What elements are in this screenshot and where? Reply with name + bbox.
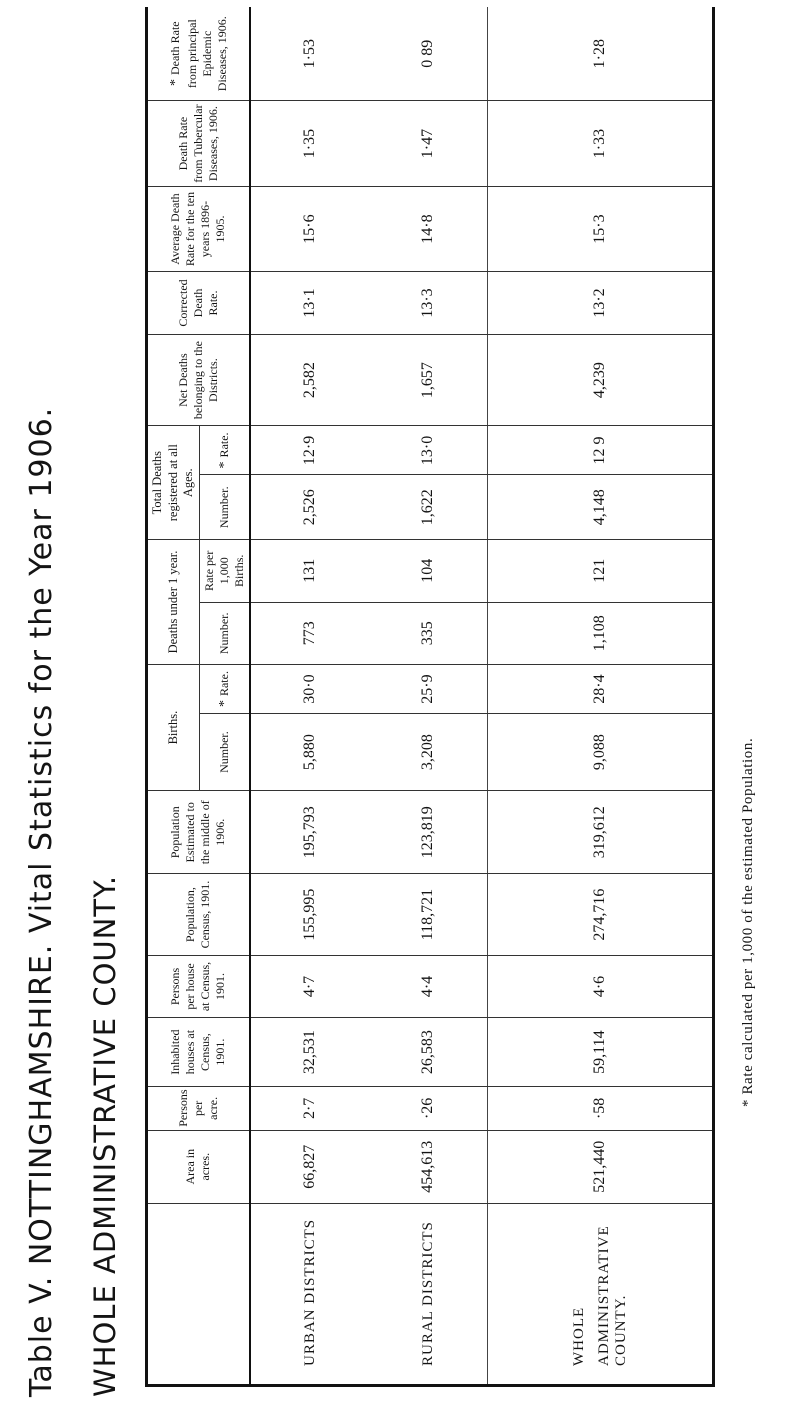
cell-corrected-death-rate: 13·1 xyxy=(250,272,369,335)
cell-total-deaths-number: 4,148 xyxy=(488,475,714,540)
cell-corrected-death-rate: 13·2 xyxy=(488,272,714,335)
table-row-rural xyxy=(369,7,488,1386)
header-deaths-under-group: Deaths under 1 year. xyxy=(147,540,200,665)
header-area-acres: Area in acres. xyxy=(147,1130,250,1203)
header-population-1901: Population, Census, 1901. xyxy=(147,874,250,955)
cell-persons-per-acre: ·26 xyxy=(369,1087,488,1131)
header-births-group: Births. xyxy=(147,665,200,791)
cell-deaths-under-number: 1,108 xyxy=(488,602,714,665)
header-total-deaths-rate xyxy=(199,426,250,475)
cell-total-deaths-rate: 13·0 xyxy=(369,426,488,475)
cell-total-deaths-rate: 12 9 xyxy=(488,426,714,475)
header-births-rate xyxy=(199,665,250,714)
cell-population-1906: 195,793 xyxy=(250,791,369,874)
footnote-star-mark: * xyxy=(168,79,184,87)
row-label-line: URBAN DISTRICTS xyxy=(301,1218,318,1366)
header-persons-per-acre: Persons per acre. xyxy=(147,1087,250,1131)
header-average-death-rate: Average Death Rate for the ten years 1896-1905. xyxy=(147,186,250,271)
cell-net-deaths: 1,657 xyxy=(369,334,488,426)
cell-total-deaths-number: 1,622 xyxy=(369,475,488,540)
cell-population-1901: 118,721 xyxy=(369,874,488,955)
cell-births-rate: 30·0 xyxy=(250,665,369,714)
row-label-line: RURAL DISTRICTS xyxy=(419,1221,436,1366)
cell-persons-per-house: 4·6 xyxy=(488,955,714,1018)
cell-inhabited-houses: 32,531 xyxy=(250,1018,369,1087)
cell-population-1906: 123,819 xyxy=(369,791,488,874)
header-deaths-under-rate: Rate per 1,000 Births. xyxy=(199,540,250,603)
cell-tubercular-rate: 1·33 xyxy=(488,101,714,186)
cell-area-acres: 521,440 xyxy=(488,1130,714,1203)
cell-net-deaths: 4,239 xyxy=(488,334,714,426)
cell-deaths-under-rate: 131 xyxy=(250,540,369,603)
cell-births-number: 9,088 xyxy=(488,714,714,791)
cell-population-1906: 319,612 xyxy=(488,791,714,874)
row-label-line: WHOLE xyxy=(570,1306,587,1366)
cell-epidemic-rate: 1·53 xyxy=(250,7,369,101)
cell-epidemic-rate: 1·28 xyxy=(488,7,714,101)
cell-deaths-under-rate: 121 xyxy=(488,540,714,603)
cell-births-rate: 25·9 xyxy=(369,665,488,714)
cell-tubercular-rate: 1·47 xyxy=(369,101,488,186)
header-births-number: Number. xyxy=(199,714,250,791)
header-deaths-under-number: Number. xyxy=(199,602,250,665)
cell-net-deaths: 2,582 xyxy=(250,334,369,426)
row-label-urban xyxy=(250,1203,369,1385)
row-label-line: ADMINISTRATIVE COUNTY. xyxy=(595,1225,629,1366)
cell-population-1901: 274,716 xyxy=(488,874,714,955)
header-total-deaths-group: Total Deaths registered at all Ages. xyxy=(147,426,200,540)
cell-persons-per-acre: ·58 xyxy=(488,1087,714,1131)
cell-births-number: 5,880 xyxy=(250,714,369,791)
header-total-deaths-number: Number. xyxy=(199,475,250,540)
vital-statistics-table xyxy=(145,7,715,1387)
table-row-whole-county xyxy=(488,7,714,1386)
cell-average-death-rate: 15·6 xyxy=(250,186,369,271)
table-row-urban xyxy=(250,7,369,1386)
row-label-rural xyxy=(369,1203,488,1385)
cell-total-deaths-number: 2,526 xyxy=(250,475,369,540)
header-total-deaths-rate-label: Rate. xyxy=(216,432,231,458)
header-epidemic-rate xyxy=(147,7,250,101)
header-inhabited-houses: Inhabited houses at Census, 1901. xyxy=(147,1018,250,1087)
cell-area-acres: 454,613 xyxy=(369,1130,488,1203)
cell-persons-per-house: 4·4 xyxy=(369,955,488,1018)
footnote-star-mark: * xyxy=(216,700,232,708)
header-corrected-death-rate: Corrected Death Rate. xyxy=(147,272,250,335)
cell-deaths-under-number: 335 xyxy=(369,602,488,665)
header-row-top xyxy=(147,7,200,1386)
cell-deaths-under-rate: 104 xyxy=(369,540,488,603)
cell-births-number: 3,208 xyxy=(369,714,488,791)
cell-persons-per-house: 4·7 xyxy=(250,955,369,1018)
page-subtitle: WHOLE ADMINISTRATIVE COUNTY. xyxy=(88,874,122,1397)
header-tubercular-rate: Death Rate from Tubercular Diseases, 1906. xyxy=(147,101,250,186)
cell-average-death-rate: 15·3 xyxy=(488,186,714,271)
row-label-whole-county xyxy=(488,1203,714,1385)
cell-inhabited-houses: 26,583 xyxy=(369,1018,488,1087)
cell-epidemic-rate: 0 89 xyxy=(369,7,488,101)
header-net-deaths: Net Deaths belonging to the Districts. xyxy=(147,334,250,426)
header-blank xyxy=(147,1203,250,1385)
cell-area-acres: 66,827 xyxy=(250,1130,369,1203)
cell-total-deaths-rate: 12·9 xyxy=(250,426,369,475)
cell-corrected-death-rate: 13·3 xyxy=(369,272,488,335)
footnote: * Rate calculated per 1,000 of the estimated Population. xyxy=(740,737,756,1107)
cell-deaths-under-number: 773 xyxy=(250,602,369,665)
header-persons-per-house: Persons per house at Census, 1901. xyxy=(147,955,250,1018)
footnote-star-mark: * xyxy=(216,461,232,469)
cell-births-rate: 28·4 xyxy=(488,665,714,714)
page-title: Table V. NOTTINGHAMSHIRE. Vital Statistics for the Year 1906. xyxy=(24,406,59,1397)
cell-population-1901: 155,995 xyxy=(250,874,369,955)
header-population-1906: Population Estimated to the middle of 1906. xyxy=(147,791,250,874)
header-epidemic-rate-label: Death Rate from principal Epidemic Diseases, 1906. xyxy=(168,16,229,92)
cell-tubercular-rate: 1·35 xyxy=(250,101,369,186)
cell-persons-per-acre: 2·7 xyxy=(250,1087,369,1131)
header-births-rate-label: Rate. xyxy=(216,671,231,697)
cell-average-death-rate: 14·8 xyxy=(369,186,488,271)
cell-inhabited-houses: 59,114 xyxy=(488,1018,714,1087)
